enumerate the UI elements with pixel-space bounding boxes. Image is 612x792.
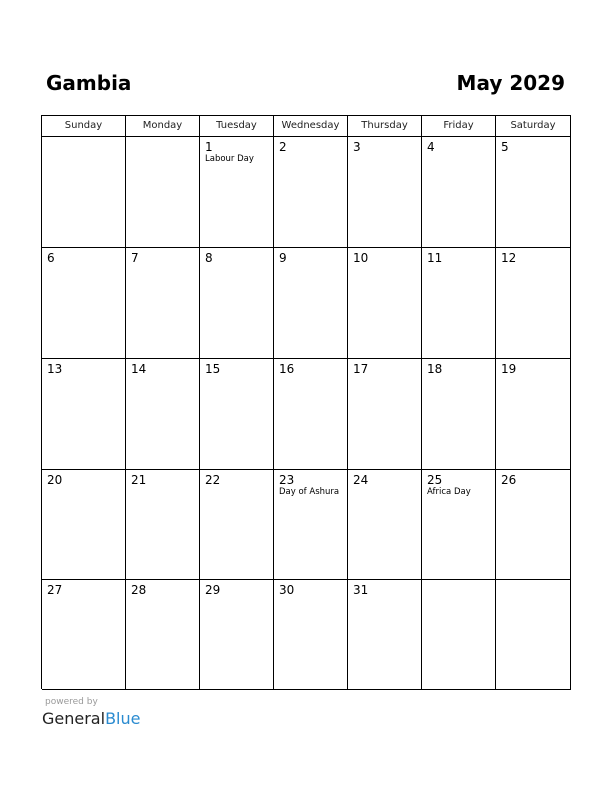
day-number: 1 [205,140,213,154]
day-number: 8 [205,251,213,265]
holiday-label: Day of Ashura [279,487,340,497]
day-cell [274,359,348,470]
day-cell [422,137,496,248]
day-cell [496,248,571,359]
powered-by-text: powered by [45,697,98,707]
day-number: 7 [131,251,139,265]
day-cell [42,359,126,470]
day-number: 30 [279,583,295,597]
day-cell [422,359,496,470]
logo-general-text: General [42,709,106,728]
day-cell [42,137,126,248]
day-number: 28 [131,583,147,597]
day-number: 17 [353,362,369,376]
day-cell [274,580,348,690]
day-number: 3 [353,140,361,154]
day-number: 24 [353,473,369,487]
weekday-header-sunday: Sunday [42,116,126,137]
day-cell [274,470,348,580]
day-number: 10 [353,251,369,265]
weekday-header-monday: Monday [126,116,200,137]
day-number: 13 [47,362,63,376]
day-cell [348,359,422,470]
day-number: 9 [279,251,287,265]
day-cell [126,470,200,580]
holiday-label: Labour Day [205,154,254,164]
day-cell [422,470,496,580]
day-cell [42,248,126,359]
day-cell [126,359,200,470]
day-cell [200,470,274,580]
day-cell [348,248,422,359]
weekday-header-friday: Friday [422,116,496,137]
generalblue-logo[interactable] [42,709,140,728]
day-cell [496,359,571,470]
day-cell [200,248,274,359]
day-number: 22 [205,473,221,487]
logo-blue-text: Blue [105,709,141,728]
day-number: 25 [427,473,443,487]
day-number: 2 [279,140,287,154]
day-cell [42,470,126,580]
day-number: 18 [427,362,443,376]
day-number: 6 [47,251,55,265]
day-number: 23 [279,473,295,487]
day-cell [496,580,571,690]
day-cell [200,359,274,470]
day-number: 4 [427,140,435,154]
day-number: 11 [427,251,443,265]
day-number: 21 [131,473,147,487]
day-cell [348,137,422,248]
day-number: 5 [501,140,509,154]
calendar-grid [41,115,571,689]
day-number: 14 [131,362,147,376]
weekday-header-wednesday: Wednesday [274,116,348,137]
day-cell [126,580,200,690]
day-cell [348,580,422,690]
weekday-header-tuesday: Tuesday [200,116,274,137]
day-number: 20 [47,473,63,487]
day-cell [42,580,126,690]
day-number: 27 [47,583,63,597]
day-cell [422,580,496,690]
day-cell [274,137,348,248]
day-cell [200,137,274,248]
day-number: 19 [501,362,517,376]
day-number: 15 [205,362,221,376]
day-number: 31 [353,583,369,597]
day-cell [126,248,200,359]
day-number: 16 [279,362,295,376]
day-cell [348,470,422,580]
day-cell [200,580,274,690]
country-title: Gambia [46,71,132,95]
weekday-header-saturday: Saturday [496,116,571,137]
day-cell [496,470,571,580]
day-number: 29 [205,583,221,597]
day-number: 26 [501,473,517,487]
day-cell [496,137,571,248]
day-cell [274,248,348,359]
day-cell [422,248,496,359]
day-number: 12 [501,251,517,265]
weekday-header-thursday: Thursday [348,116,422,137]
day-cell [126,137,200,248]
month-title: May 2029 [456,71,565,95]
holiday-label: Africa Day [427,487,471,497]
